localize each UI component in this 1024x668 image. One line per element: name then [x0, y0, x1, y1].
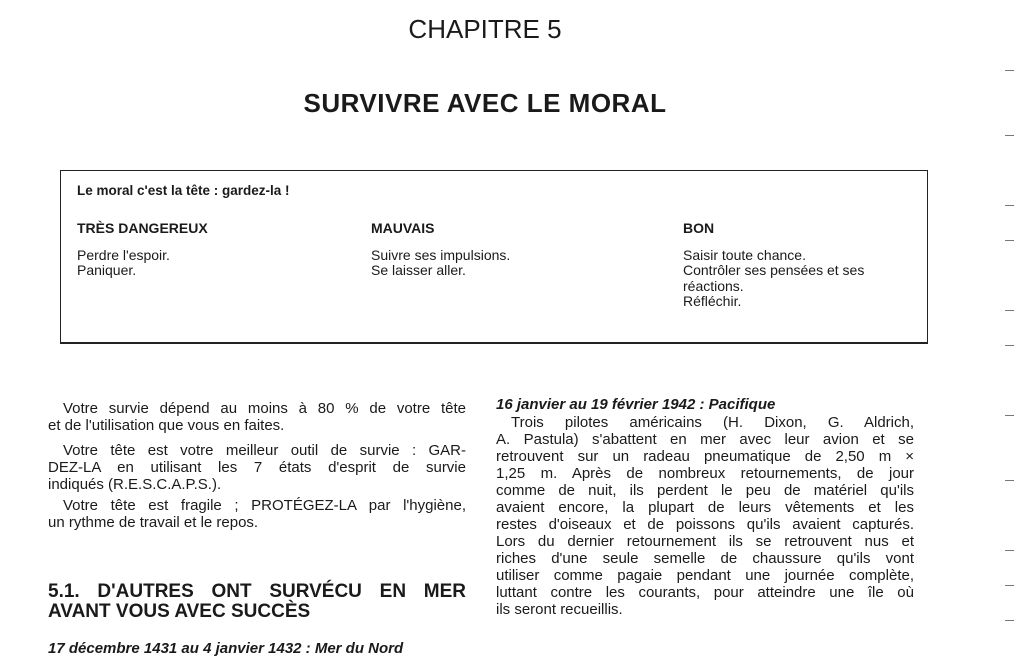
text-line: utiliser comme pagaie pendant une journée complète,: [496, 567, 914, 584]
text-line: restes d'oiseaux et de poissons qu'ils avaient capturés.: [496, 516, 914, 533]
text-line: Votre tête est fragile ; PROTÉGEZ-LA par l'hygiène,: [63, 497, 466, 514]
text-line: comme de nuit, ils perdent le peu de matériel qu'ils: [496, 482, 914, 499]
column-label: MAUVAIS: [371, 220, 435, 236]
text-line: indiqués (R.E.S.C.A.P.S.).: [48, 476, 222, 493]
column-item: Saisir toute chance.: [683, 246, 806, 263]
column-item: Réfléchir.: [683, 293, 742, 309]
text-line: Trois pilotes américains (H. Dixon, G. Aldrich,: [511, 414, 914, 431]
column-item: Perdre l'espoir.: [77, 246, 170, 263]
text-line: retrouvent sur un radeau pneumatique de 2,50 m ×: [496, 448, 914, 465]
column-label: TRÈS DANGEREUX: [77, 220, 208, 236]
subheading-pacifique: 16 janvier au 19 février 1942 : Pacifique: [496, 396, 776, 413]
column-item: Se laisser aller.: [371, 262, 466, 278]
summary-box: [60, 170, 928, 344]
column-item: Contrôler ses pensées et ses: [683, 262, 865, 278]
text-line: avaient encore, la plupart de leurs vêtements et les: [496, 499, 914, 516]
text-line: et de l'utilisation que vous en faites.: [48, 417, 285, 434]
text-line: Votre tête est votre meilleur outil de survie : GAR-: [63, 442, 466, 459]
right-column-text: [496, 414, 914, 618]
text-line: Lors du dernier retournement ils se retrouvent nus et: [496, 533, 914, 550]
chapter-title: SURVIVRE AVEC LE MORAL: [303, 88, 667, 118]
column-label: BON: [683, 220, 715, 236]
text-line: DEZ-LA en utilisant les 7 états d'esprit de survie: [48, 459, 466, 476]
text-line: luttant contre les courants, pour atteindre une île où: [496, 584, 914, 601]
text-line: un rythme de travail et le repos.: [48, 514, 259, 531]
left-column-text: [48, 396, 466, 531]
text-line: 1,25 m. Après de nombreux retournements, de jour: [496, 465, 914, 482]
text-line: A. Pastula) s'abattent en mer avec leur avion et se: [496, 431, 914, 448]
column-item: Paniquer.: [77, 262, 137, 278]
text-line: Votre survie dépend au moins à 80 % de votre tête: [63, 400, 466, 417]
section-heading: [48, 582, 466, 622]
column-item: réactions.: [683, 277, 744, 294]
chapter-number: CHAPITRE 5: [408, 14, 562, 44]
section-heading-line: AVANT VOUS AVEC SUCCÈS: [48, 601, 311, 622]
column-mauvais: [371, 221, 510, 279]
subheading-mer-du-nord: 17 décembre 1431 au 4 janvier 1432 : Mer du Nord: [48, 640, 404, 657]
section-heading-line: 5.1. D'AUTRES ONT SURVÉCU EN MER: [48, 581, 466, 602]
text-line: riches d'une seule semelle de chaussure qu'ils vont: [496, 550, 914, 567]
column-bon: [683, 221, 864, 310]
box-heading: Le moral c'est la tête : gardez-la !: [77, 183, 290, 198]
text-line: ils seront recueillis.: [496, 601, 623, 618]
column-tres-dangereux: [77, 221, 208, 279]
column-item: Suivre ses impulsions.: [371, 246, 511, 263]
